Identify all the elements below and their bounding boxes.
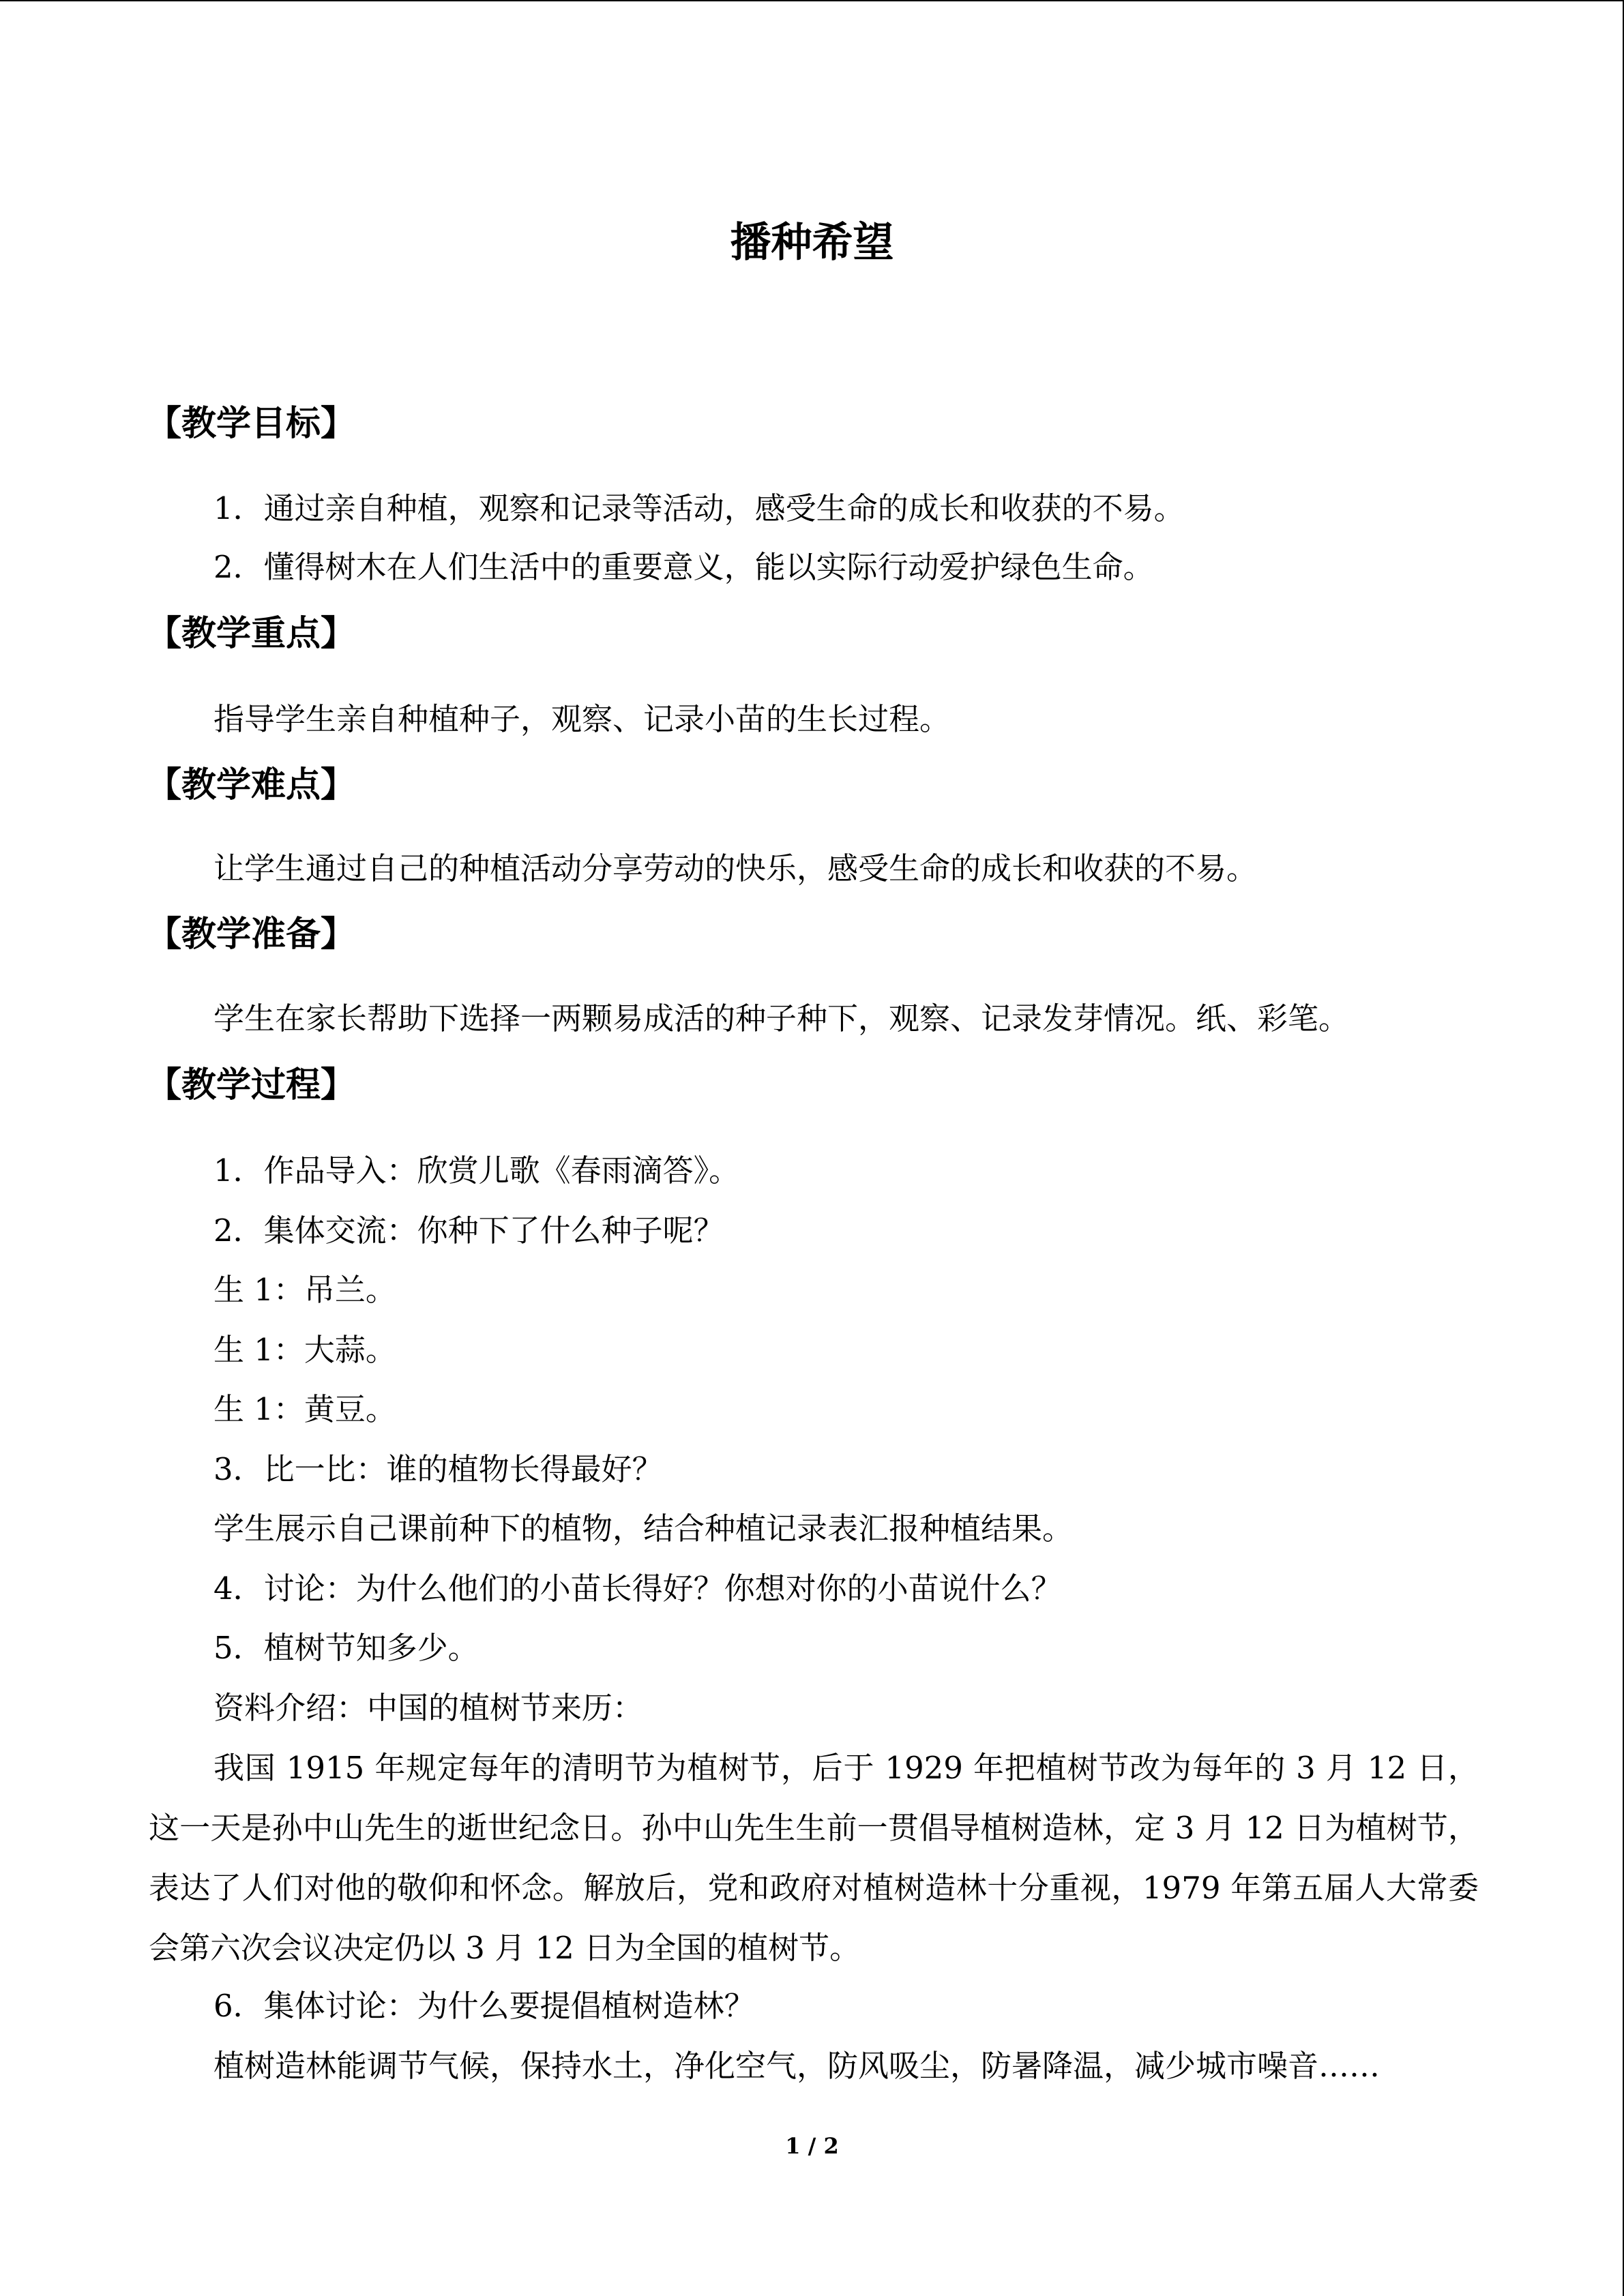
goal-item-1: 1．通过亲自种植，观察和记录等活动，感受生命的成长和收获的不易。 — [213, 490, 1185, 526]
process-line-5: 生 1：黄豆。 — [213, 1391, 396, 1427]
process-line-6: 3．比一比：谁的植物长得最好？ — [213, 1451, 663, 1487]
process-line-9: 5．植树节知多少。 — [213, 1630, 479, 1666]
process-line-3: 生 1：吊兰。 — [213, 1272, 396, 1308]
preparation-text: 学生在家长帮助下选择一两颗易成活的种子种下，观察、记录发芽情况。纸、彩笔。 — [213, 1000, 1350, 1037]
heading-teaching-goals: 【教学目标】 — [147, 403, 356, 444]
document-title: 播种希望 — [730, 219, 894, 267]
arbor-day-history-paragraph: 我国 1915 年规定每年的清明节为植树节，后于 1929 年把植树节改为每年的 3 月 12 日，这一天是孙中山先生的逝世纪念日。孙中山先生生前一贯倡导植树造林，定 3 月 12 日为植树节，表达了人们对他的敬仰和怀念。解放后，党和政府对植树造林十分重视，1979 年第五届人大常委会第六次会议决定仍以 3 月 12 日为全国的植树节。 — [149, 1750, 1479, 1966]
heading-key-points: 【教学重点】 — [147, 613, 356, 654]
heading-process: 【教学过程】 — [147, 1064, 356, 1105]
process-line-benefits: 植树造林能调节气候，保持水土，净化空气，防风吸尘，防暑降温，减少城市噪音…… — [213, 2048, 1381, 2084]
process-line-7: 学生展示自己课前种下的植物，结合种植记录表汇报种植结果。 — [213, 1510, 1074, 1547]
process-line-10: 资料介绍：中国的植树节来历： — [213, 1690, 644, 1726]
process-line-4: 生 1：大蒜。 — [213, 1332, 396, 1368]
process-line-8: 4．讨论：为什么他们的小苗长得好？你想对你的小苗说什么？ — [213, 1570, 1062, 1607]
process-line-discussion: 6．集体讨论：为什么要提倡植树造林？ — [213, 1988, 755, 2024]
heading-difficulties: 【教学难点】 — [147, 764, 356, 805]
top-border — [0, 0, 1624, 1]
difficulties-text: 让学生通过自己的种植活动分享劳动的快乐，感受生命的成长和收获的不易。 — [213, 850, 1258, 886]
page-number: 1 / 2 — [785, 2133, 839, 2159]
goal-item-2: 2．懂得树木在人们生活中的重要意义，能以实际行动爱护绿色生命。 — [213, 549, 1154, 585]
heading-preparation: 【教学准备】 — [147, 914, 356, 955]
key-points-text: 指导学生亲自种植种子，观察、记录小苗的生长过程。 — [213, 701, 951, 737]
process-line-1: 1．作品导入：欣赏儿歌《春雨滴答》。 — [213, 1152, 740, 1189]
process-line-2: 2．集体交流：你种下了什么种子呢？ — [213, 1212, 724, 1249]
